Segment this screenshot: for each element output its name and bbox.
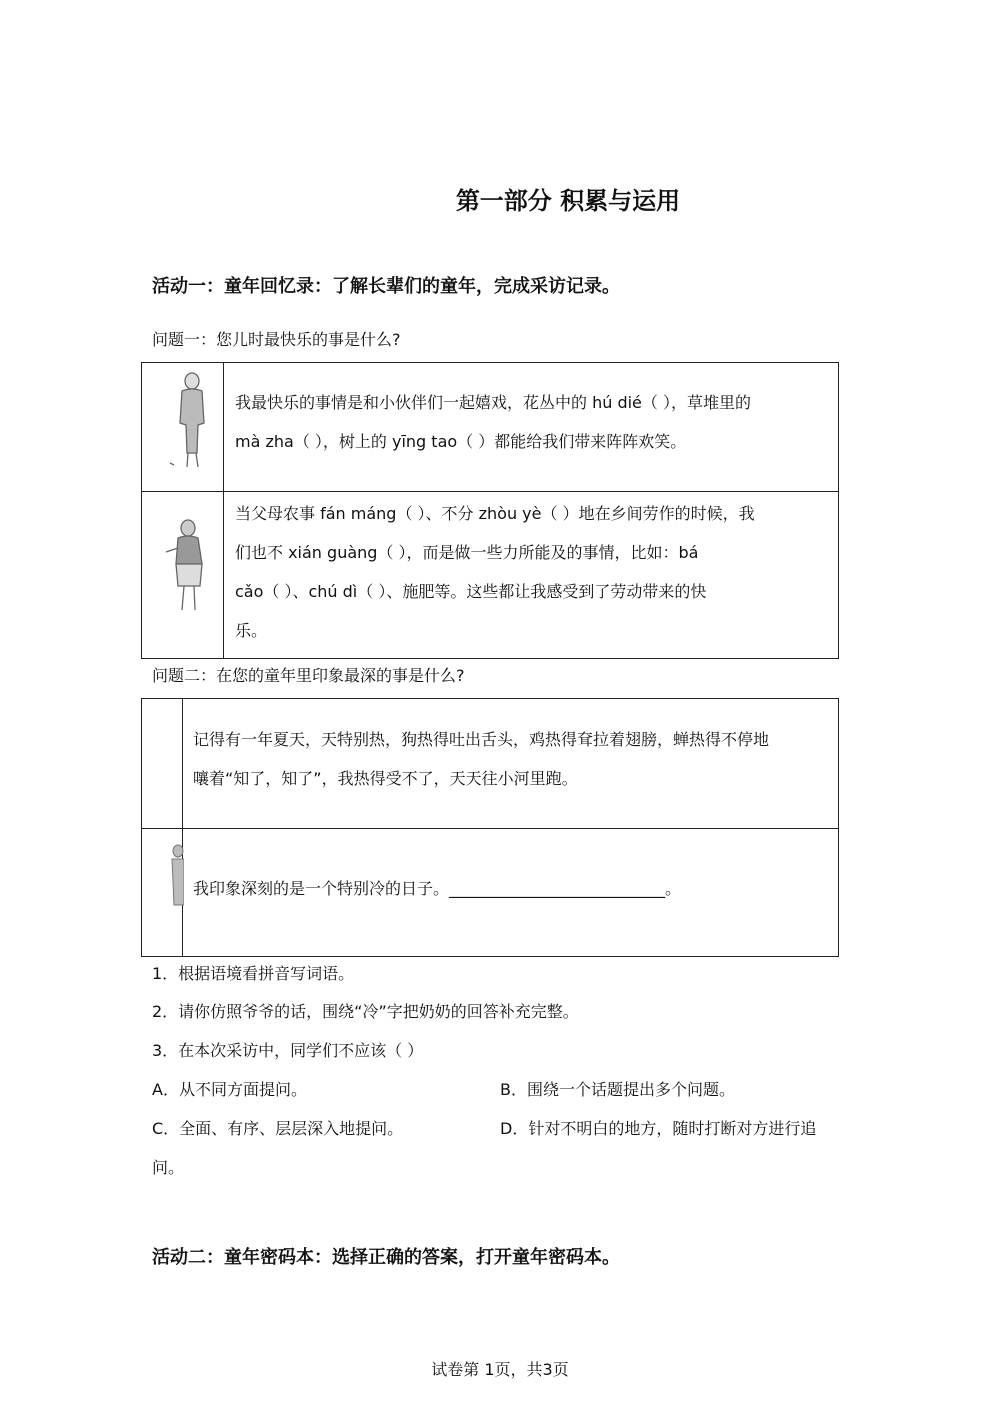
table-row bbox=[142, 699, 838, 828]
page-footer: 试卷第 1页，共3页 bbox=[431, 1360, 569, 1379]
row-text-line: cǎo（ ）、chú dì（ ）、施肥等。这些都让我感受到了劳动带来的快 bbox=[235, 582, 707, 601]
table-row bbox=[142, 363, 838, 491]
question2: 问题二：在您的童年里印象最深的事是什么? bbox=[152, 666, 465, 685]
grandma-figure-icon bbox=[142, 492, 224, 660]
question1: 问题一：您儿时最快乐的事是什么? bbox=[152, 330, 401, 349]
table-row bbox=[142, 828, 838, 956]
row-text-line: 们也不 xián guàng（ ），而是做一些力所能及的事情，比如：bá bbox=[235, 543, 699, 562]
grandpa-figure-cell bbox=[142, 363, 224, 491]
page-title: 第一部分 积累与运用 bbox=[455, 187, 681, 215]
row-text-line: 当父母农事 fán máng（ ）、不分 zhòu yè（ ）地在乡间劳作的时候，我 bbox=[235, 504, 755, 523]
cell-divider bbox=[182, 699, 183, 828]
question1-table bbox=[141, 362, 839, 659]
row-text-line: 我最快乐的事情是和小伙伴们一起嬉戏，花丛中的 hú dié（ ），草堆里的 bbox=[235, 393, 751, 412]
option-b: B．围绕一个话题提出多个问题。 bbox=[500, 1080, 735, 1099]
grandma-figure-icon bbox=[164, 835, 184, 935]
grandpa-figure-icon bbox=[142, 363, 224, 491]
activity1-heading: 活动一：童年回忆录：了解长辈们的童年，完成采访记录。 bbox=[152, 276, 620, 297]
row-text-line: 我印象深刻的是一个特别冷的日子。___________________________。 bbox=[193, 879, 682, 898]
option-d-continued: 问。 bbox=[152, 1158, 185, 1177]
row-text-line: mà zha（ ），树上的 yīng tao（ ）都能给我们带来阵阵欢笑。 bbox=[235, 432, 687, 451]
option-a: A．从不同方面提问。 bbox=[152, 1080, 307, 1099]
option-d: D．针对不明白的地方，随时打断对方进行追 bbox=[500, 1119, 817, 1138]
task-1: 1．根据语境看拼音写词语。 bbox=[152, 964, 355, 983]
grandma-figure-cell bbox=[142, 492, 224, 659]
task-2: 2．请你仿照爷爷的话，围绕“冷”字把奶奶的回答补充完整。 bbox=[152, 1002, 579, 1021]
row-text-line: 记得有一年夏天，天特别热，狗热得吐出舌头，鸡热得耷拉着翅膀，蝉热得不停地 bbox=[193, 730, 770, 749]
row-text-line: 乐。 bbox=[235, 621, 268, 640]
row-text-line: 嚷着“知了，知了”，我热得受不了，天天往小河里跑。 bbox=[193, 769, 578, 788]
question2-table bbox=[141, 698, 839, 957]
activity2-heading: 活动二：童年密码本：选择正确的答案，打开童年密码本。 bbox=[152, 1247, 620, 1268]
table-row bbox=[142, 491, 838, 659]
task-3: 3．在本次采访中，同学们不应该（ ） bbox=[152, 1041, 424, 1060]
option-c: C．全面、有序、层层深入地提问。 bbox=[152, 1119, 404, 1138]
